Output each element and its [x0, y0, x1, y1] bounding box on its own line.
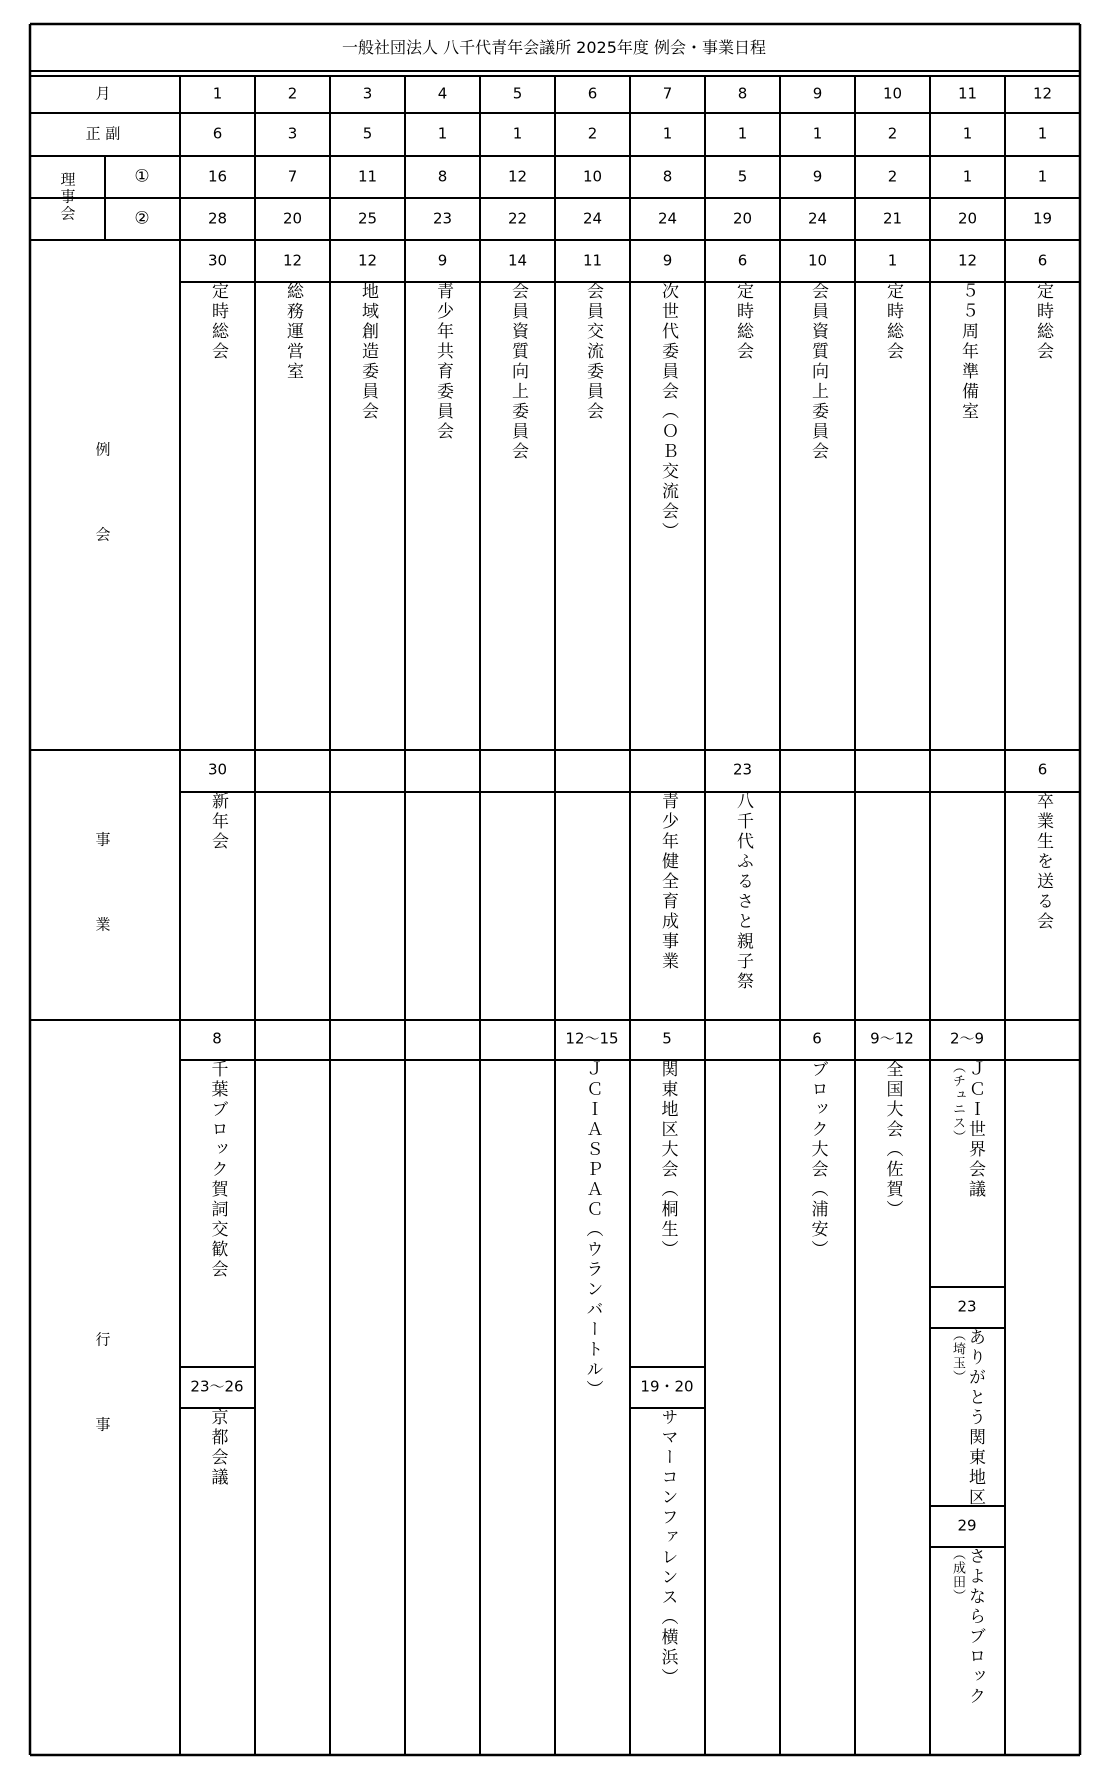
header-month: 月 — [95, 84, 111, 103]
rijikai-1-cell: 10 — [582, 167, 603, 186]
rijikai-2-cell: 21 — [882, 209, 903, 228]
reikai-name-cell: 定時総会 — [733, 282, 753, 362]
reikai-name-cell: 地域創造委員会 — [358, 282, 378, 422]
reikai-date-cell: 9 — [437, 251, 448, 270]
gyoji-m11-b-main: ありがとう関東地区 — [965, 1328, 985, 1508]
month-cell: 8 — [737, 84, 748, 103]
reikai-date-cell: 14 — [507, 251, 528, 270]
rijikai-2-cell: 25 — [357, 209, 378, 228]
month-cell: 6 — [587, 84, 598, 103]
header-reikai-1: 例 — [95, 440, 111, 459]
gyoji-m11-b-date: 23 — [957, 1297, 977, 1316]
header-rijikai: 理 事 会 — [60, 170, 76, 223]
reikai-date-cell: 12 — [357, 251, 378, 270]
gyoji-m10-date: 9～12 — [870, 1029, 914, 1048]
gyoji-m11-a-date: 2～9 — [949, 1029, 985, 1048]
rijikai-2-cell: 23 — [432, 209, 453, 228]
gyoji-m6-date: 12～15 — [565, 1029, 619, 1048]
seifuku-cell: 1 — [737, 124, 748, 143]
month-cell: 3 — [362, 84, 373, 103]
header-gyoji-1: 行 — [95, 1330, 111, 1349]
month-cell: 9 — [812, 84, 823, 103]
jigyo-date-cell: 6 — [1037, 760, 1048, 779]
month-cell: 1 — [212, 84, 223, 103]
gyoji-m1-a-name: 千葉ブロック賀詞交歓会 — [207, 1060, 228, 1280]
seifuku-cell: 1 — [662, 124, 673, 143]
rijikai-1-cell: 8 — [437, 167, 448, 186]
reikai-date-cell: 30 — [207, 251, 228, 270]
rijikai-1-cell: 8 — [662, 167, 673, 186]
gyoji-m1-a-date: 8 — [212, 1029, 222, 1048]
reikai-date-cell: 12 — [282, 251, 303, 270]
reikai-date-cell: 9 — [662, 251, 673, 270]
gyoji-m11-c-sub: （成田） — [950, 1547, 965, 1603]
jigyo-name-cell: 青少年健全育成事業 — [658, 792, 678, 972]
rijikai-1-cell: 1 — [1037, 167, 1048, 186]
gyoji-m7-b-name: サマーコンファレンス（横浜） — [657, 1408, 678, 1688]
rijikai-1-cell: 7 — [287, 167, 298, 186]
rijikai-2-cell: 20 — [732, 209, 753, 228]
seifuku-cell: 2 — [587, 124, 598, 143]
rijikai-1-cell: 16 — [207, 167, 228, 186]
rijikai-1-cell: 9 — [812, 167, 823, 186]
seifuku-cell: 3 — [287, 124, 298, 143]
page-title: 一般社団法人 八千代青年会議所 2025年度 例会・事業日程 — [342, 38, 766, 57]
jigyo-name-cell: 八千代ふるさと親子祭 — [733, 792, 753, 992]
rijikai-1-cell: 11 — [357, 167, 378, 186]
gyoji-m7-b-date: 19・20 — [640, 1377, 694, 1396]
gyoji-m7-a-date: 5 — [662, 1029, 672, 1048]
gyoji-m11-b-sub: （埼玉） — [950, 1328, 965, 1384]
rijikai-2-cell: 24 — [807, 209, 828, 228]
header-jigyo-1: 事 — [95, 830, 111, 849]
month-cell: 5 — [512, 84, 523, 103]
rijikai-2-cell: 20 — [282, 209, 303, 228]
gyoji-m11-a-sub: （チュニス） — [950, 1060, 965, 1144]
reikai-date-cell: 12 — [957, 251, 978, 270]
gyoji-m6-name: ＪＣＩＡＳＰＡＣ（ウランバートル） — [582, 1060, 603, 1400]
reikai-name-cell: 会員資質向上委員会 — [808, 282, 828, 462]
rijikai-2-cell: 20 — [957, 209, 978, 228]
header-rijikai-2: ② — [134, 208, 150, 229]
header-gyoji-2: 事 — [95, 1415, 111, 1434]
jigyo-date-cell: 30 — [207, 760, 228, 779]
gyoji-m11-c-date: 29 — [957, 1516, 977, 1535]
gyoji-m9-name: ブロック大会（浦安） — [807, 1060, 828, 1260]
month-cell: 11 — [957, 84, 978, 103]
reikai-name-cell: 定時総会 — [208, 282, 228, 362]
gyoji-m11-b-name — [951, 1328, 983, 1508]
gyoji-m1-b-date: 23～26 — [190, 1377, 244, 1396]
reikai-name-cell: ５５周年準備室 — [958, 282, 978, 422]
rijikai-1-cell: 1 — [962, 167, 973, 186]
seifuku-cell: 1 — [512, 124, 523, 143]
reikai-date-cell: 6 — [737, 251, 748, 270]
header-jigyo-2: 業 — [95, 915, 111, 934]
gyoji-m10-name: 全国大会（佐賀） — [882, 1060, 903, 1220]
jigyo-date-cell: 23 — [732, 760, 753, 779]
rijikai-1-cell: 5 — [737, 167, 748, 186]
reikai-date-cell: 10 — [807, 251, 828, 270]
gyoji-m1-b-name: 京都会議 — [207, 1408, 228, 1488]
reikai-name-cell: 会員資質向上委員会 — [508, 282, 528, 462]
reikai-name-cell: 会員交流委員会 — [583, 282, 603, 422]
gyoji-m9-date: 6 — [812, 1029, 822, 1048]
rijikai-2-cell: 28 — [207, 209, 228, 228]
month-cell: 10 — [882, 84, 903, 103]
rijikai-2-cell: 22 — [507, 209, 528, 228]
reikai-name-cell: 次世代委員会（ＯＢ交流会） — [658, 282, 678, 542]
month-cell: 7 — [662, 84, 673, 103]
rijikai-2-cell: 24 — [582, 209, 603, 228]
gyoji-m11-a-name — [951, 1060, 983, 1200]
gyoji-m11-c-name — [951, 1547, 983, 1707]
gyoji-m11-a-main: ＪＣＩ世界会議 — [965, 1060, 985, 1200]
reikai-name-cell: 総務運営室 — [283, 282, 303, 382]
seifuku-cell: 2 — [887, 124, 898, 143]
reikai-name-cell: 青少年共育委員会 — [433, 282, 453, 442]
seifuku-cell: 6 — [212, 124, 223, 143]
gyoji-m11-c-main: さよならブロック — [965, 1547, 985, 1707]
month-cell: 4 — [437, 84, 448, 103]
rijikai-1-cell: 2 — [887, 167, 898, 186]
seifuku-cell: 1 — [812, 124, 823, 143]
gyoji-m7-a-name: 関東地区大会（桐生） — [657, 1060, 678, 1260]
header-reikai-2: 会 — [95, 525, 111, 544]
month-cell: 2 — [287, 84, 298, 103]
reikai-date-cell: 6 — [1037, 251, 1048, 270]
rijikai-1-cell: 12 — [507, 167, 528, 186]
seifuku-cell: 5 — [362, 124, 373, 143]
header-seifuku: 正 副 — [85, 124, 121, 143]
header-rijikai-1: ① — [134, 166, 150, 187]
seifuku-cell: 1 — [1037, 124, 1048, 143]
seifuku-cell: 1 — [437, 124, 448, 143]
rijikai-2-cell: 24 — [657, 209, 678, 228]
reikai-name-cell: 定時総会 — [883, 282, 903, 362]
reikai-date-cell: 11 — [582, 251, 603, 270]
jigyo-name-cell: 新年会 — [208, 792, 228, 852]
month-cell: 12 — [1032, 84, 1053, 103]
rijikai-2-cell: 19 — [1032, 209, 1053, 228]
seifuku-cell: 1 — [962, 124, 973, 143]
jigyo-name-cell: 卒業生を送る会 — [1033, 792, 1053, 932]
reikai-date-cell: 1 — [887, 251, 898, 270]
reikai-name-cell: 定時総会 — [1033, 282, 1053, 362]
